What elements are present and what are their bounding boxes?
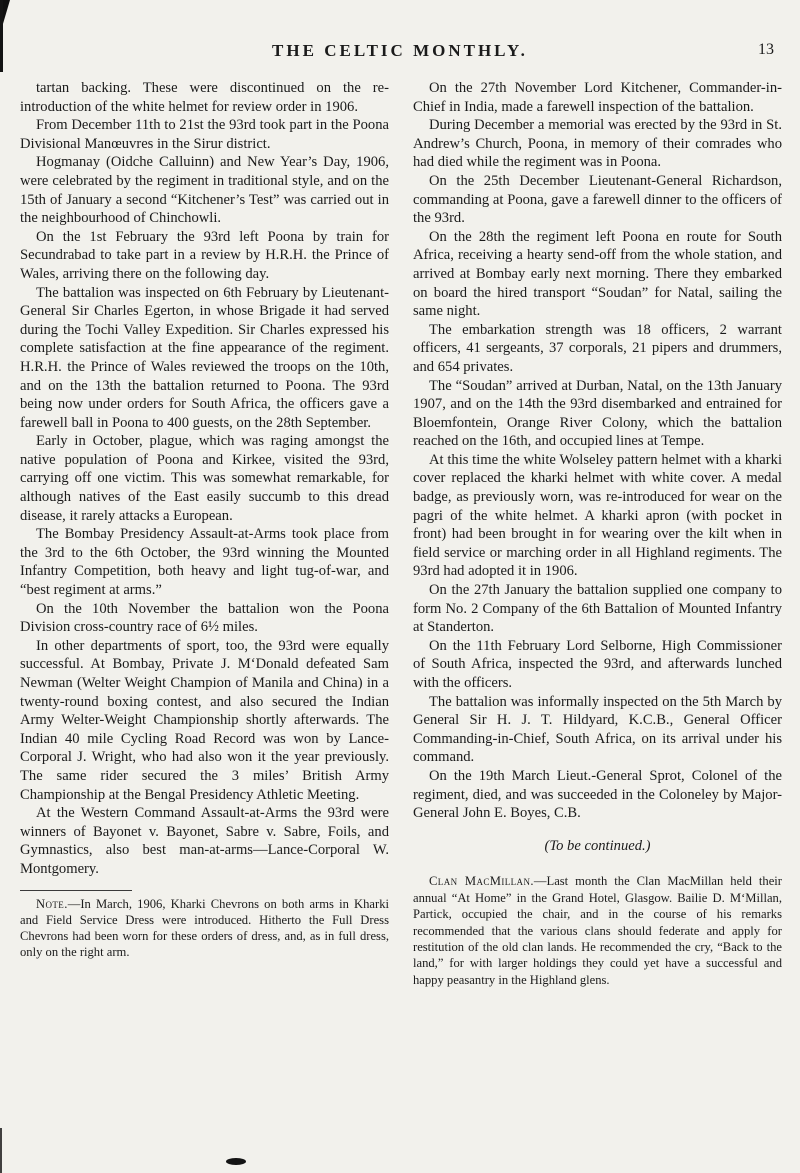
- article-columns: [0, 75, 800, 988]
- paragraph: On the 27th November Lord Kitchener, Commander-in-Chief in India, made a farewell inspection of the battalion.: [413, 80, 782, 115]
- paragraph: On the 1st February the 93rd left Poona by train for Secundrabad to take part in a review by H.R.H. the Prince of Wales, arriving there on the following day.: [20, 228, 389, 282]
- paragraph: At this time the white Wolseley pattern helmet with a kharki cover replaced the kharki helmet with white cover. A medal badge, as previously worn, was re-introduced for wear on the pagri of the white helmet. A kharki apron (with pocket in front) had been brought in for wearing over the kilt when in field service or marching order in all Highland regiments. The 93rd had adopted it in 1906.: [413, 451, 782, 580]
- scan-artifact-left-edge-bottom: [0, 1128, 2, 1173]
- paragraph: The “Soudan” arrived at Durban, Natal, on the 13th January 1907, and on the 14th the 93rd disembarked and entrained for Bloemfontein, Orange River Colony, which the battalion reached on the 16th, and occupied lines at Tempe.: [413, 377, 782, 450]
- paragraph: Hogmanay (Oidche Calluinn) and New Year’s Day, 1906, were celebrated by the regiment in traditional style, and on the 15th of January a second “Kitchener’s Test” was carried out in the neighbourhood of Chinchowli.: [20, 154, 389, 227]
- footnote: [20, 896, 389, 960]
- footnote-divider: [20, 890, 132, 891]
- footnote-text: —In March, 1906, Kharki Chevrons on both arms in Kharki and Field Service Dress were introduced. Hitherto the Full Dress Chevrons had been worn for these orders of dress, and, as in full dress, only on the right arm.: [20, 896, 389, 959]
- paragraph: From December 11th to 21st the 93rd took part in the Poona Divisional Manœuvres in the Sirur district.: [20, 117, 389, 152]
- paragraph: On the 25th December Lieutenant-General Richardson, commanding at Poona, gave a farewell dinner to the officers of the 93rd.: [413, 172, 782, 227]
- paragraph: During December a memorial was erected by the 93rd in St. Andrew’s Church, Poona, in memory of their comrades who had died while the regiment was in Poona.: [413, 117, 782, 171]
- paragraph: In other departments of sport, too, the 93rd were equally successful. At Bombay, Private J. M‘Donald defeated Sam Newman (Welter Weight Champion of Manila and China) in a twenty-round boxing contest, and also secured the Indian Army Welter-Weight Championship shortly afterwards. The Indian 40 mile Cycling Road Record was won by Lance-Corporal J. Wright, who had also won it the year previously. The same rider secured the 3 miles’ British Army Championship at the Bengal Presidency Athletic Meeting.: [20, 637, 389, 803]
- paragraph: The embarkation strength was 18 officers, 2 warrant officers, 41 sergeants, 37 corporals, 21 pipers and drummers, and 654 privates.: [413, 321, 782, 375]
- to-be-continued: (To be continued.): [544, 837, 651, 854]
- paragraph: At the Western Command Assault-at-Arms the 93rd were winners of Bayonet v. Bayonet, Sabre v. Sabre, Foils, and Gymnastics, also best man-at-arms—Lance-Corporal W. Montgomery.: [20, 805, 389, 877]
- paragraph: The battalion was informally inspected on the 5th March by General Sir H. J. T. Hildyard, K.C.B., General Officer Commanding-in-Chief, South Africa, on its arrival under his command.: [413, 693, 782, 766]
- masthead-title: THE CELTIC MONTHLY.: [272, 41, 528, 60]
- paragraph: On the 11th February Lord Selborne, High Commissioner of South Africa, inspected the 93rd, and afterwards lunched with the officers.: [413, 637, 782, 691]
- page-number: 13: [758, 41, 774, 58]
- paragraph: On the 10th November the battalion won the Poona Division cross-country race of 6½ miles.: [20, 600, 389, 636]
- page-header: [0, 34, 800, 75]
- paragraph: The battalion was inspected on 6th February by Lieutenant-General Sir Charles Egerton, in whose Brigade it had served during the Tochi Valley Expedition. Sir Charles expressed his complete satisfaction at the fine appearance of the regiment. H.R.H. the Prince of Wales reviewed the troops on the 10th, and on the 13th the battalion returned to Poona. The 93rd being now under orders for South Africa, the officers gave a farewell ball in Poona to 400 guests, on the 28th September.: [20, 284, 389, 431]
- clan-note-text: —Last month the Clan MacMillan held their annual “At Home” in the Grand Hotel, Glasgow. Bailie D. M‘Millan, Partick, occupied the chair, and in the course of his remarks recommended that the various clans should federate and apply for restitution of the old clan lands. He recommended the cry, “Back to the land,” for with larger holdings they could yet have a successful and happy peasantry in the Highland glens.: [413, 874, 782, 987]
- clan-note-label: Clan MacMillan.: [429, 874, 534, 889]
- paragraph: tartan backing. These were discontinued on the re-introduction of the white helmet for review order in 1906.: [20, 80, 389, 115]
- left-column: [20, 79, 389, 988]
- paragraph: On the 27th January the battalion supplied one company to form No. 2 Company of the 6th Battalion of Mounted Infantry at Standerton.: [413, 582, 782, 636]
- paragraph: On the 19th March Lieut.-General Sprot, Colonel of the regiment, died, and was succeeded in the Coloneley by Major-General John E. Boyes, C.B.: [413, 767, 782, 822]
- footnote-label: Note.: [36, 896, 68, 911]
- scan-artifact-bottom-mark: [226, 1158, 246, 1165]
- clan-macmillan-note: [413, 873, 782, 988]
- right-column: [413, 79, 782, 988]
- paragraph: The Bombay Presidency Assault-at-Arms took place from the 3rd to the 6th October, the 93rd winning the Mounted Infantry Competition, both heavy and light tug-of-war, and “best regiment at arms.”: [20, 526, 389, 599]
- paragraph: On the 28th the regiment left Poona en route for South Africa, receiving a hearty send-off from the whole station, and arrived at Bombay early next morning. There they embarked on board the hired transport “Soudan” for Natal, sailing the same night.: [413, 228, 782, 320]
- paragraph: Early in October, plague, which was raging amongst the native population of Poona and Kirkee, visited the 93rd, carrying off one victim. This was somewhat remarkable, for although natives of the East easily succumb to this dread disease, it rarely attacks a European.: [20, 433, 389, 524]
